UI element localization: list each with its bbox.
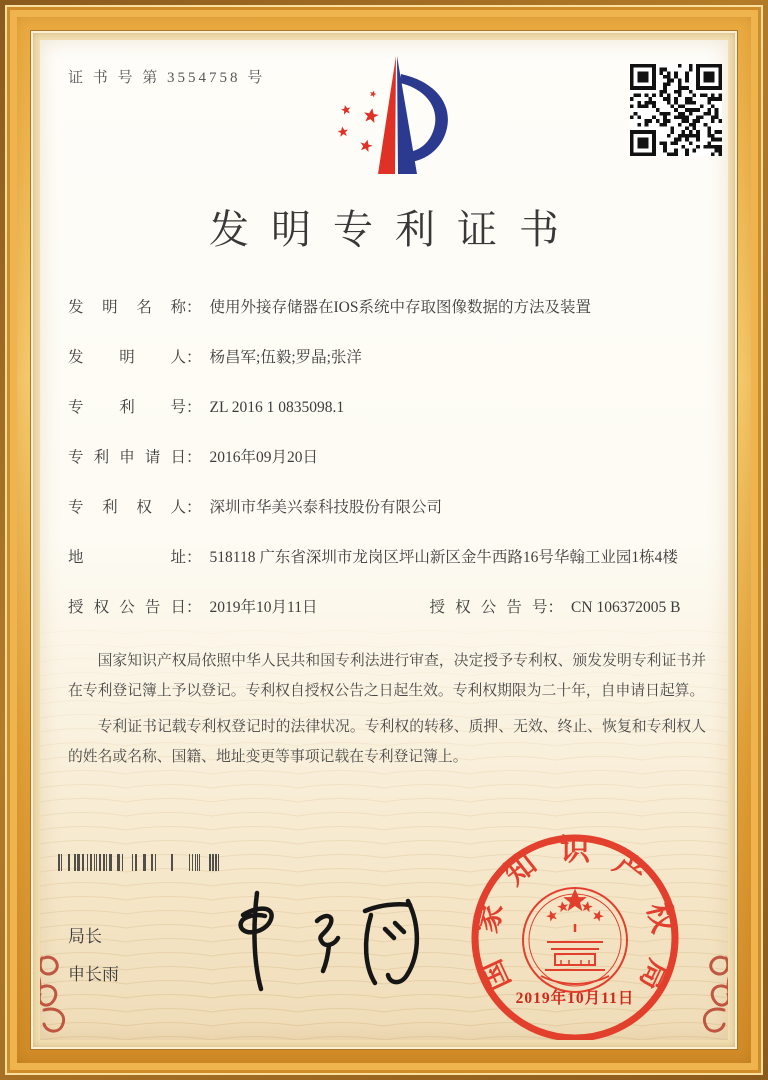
fields-block — [68, 296, 710, 620]
corner-ornament-icon — [40, 948, 80, 1034]
grant-number: 授权公告号 ： CN 106372005 B — [429, 599, 681, 616]
qr-code — [630, 64, 722, 156]
field-label: 专利权人 — [68, 499, 186, 516]
field-address: 地址 ： 518118 广东省深圳市龙岗区坪山新区金牛西路16号华翰工业园1栋4楼 — [68, 546, 710, 570]
certificate-paper — [40, 40, 728, 1040]
legal-paragraph-2: 专利证书记载专利权登记时的法律状况。专利权的转移、质押、无效、终止、恢复和专利权人的姓名或名称、国籍、地址变更等事项记载在专利登记簿上。 — [68, 719, 706, 765]
seal-date: 2019年10月11日 — [515, 990, 635, 1007]
field-value: ZL 2016 1 0835098.1 — [209, 399, 345, 416]
signer-name: 申长雨 — [68, 965, 119, 984]
svg-text:产: 产 — [607, 847, 652, 892]
svg-text:局: 局 — [632, 954, 676, 996]
barcode — [54, 854, 222, 871]
certificate-number: 证 书 号 第 3554758 号 — [68, 70, 266, 86]
field-label: 发明名称 — [68, 299, 186, 316]
field-value: 2016年09月20日 — [209, 449, 319, 466]
svg-text:国: 国 — [474, 954, 518, 996]
grant-date: 授权公告日 ： 2019年10月11日 — [68, 599, 318, 616]
svg-text:权: 权 — [640, 899, 680, 937]
certificate-title: 发明专利证书 — [209, 207, 581, 252]
field-label: 专利号 — [68, 399, 186, 416]
field-invention-name: 发明名称 ： 使用外接存储器在IOS系统中存取图像数据的方法及装置 — [68, 296, 710, 320]
cnipa-logo-icon — [316, 52, 466, 182]
svg-text:家: 家 — [470, 899, 510, 937]
official-seal — [465, 828, 685, 1040]
field-label: 地址 — [68, 549, 186, 566]
legal-paragraph-1: 国家知识产权局依照中华人民共和国专利法进行审查，决定授予专利权、颁发发明专利证书并在专利登记簿上予以登记。专利权自授权公告之日起生效。专利权期限为二十年，自申请日起算。 — [68, 653, 706, 699]
field-patentee: 专利权人 ： 深圳市华美兴泰科技股份有限公司 — [68, 496, 710, 520]
field-patent-number: 专利号 ： ZL 2016 1 0835098.1 — [68, 396, 710, 420]
field-label: 发明人 — [68, 349, 186, 366]
national-emblem — [523, 888, 627, 992]
field-inventors: 发明人 ： 杨昌军;伍毅;罗晶;张洋 — [68, 346, 710, 370]
corner-ornament-icon — [688, 948, 728, 1034]
field-label: 专利申请日 — [68, 449, 186, 466]
handwritten-signature — [205, 885, 420, 995]
field-grant-row — [68, 596, 710, 620]
field-value: 518118 广东省深圳市龙岗区坪山新区金牛西路16号华翰工业园1栋4楼 — [209, 549, 678, 566]
signer-title: 局长 — [68, 927, 102, 946]
field-value: 杨昌军;伍毅;罗晶;张洋 — [209, 349, 362, 366]
svg-text:识: 识 — [560, 834, 590, 867]
field-filing-date: 专利申请日 ： 2016年09月20日 — [68, 446, 710, 470]
field-value: 使用外接存储器在IOS系统中存取图像数据的方法及装置 — [209, 299, 591, 316]
legal-text — [68, 646, 706, 778]
field-value: 深圳市华美兴泰科技股份有限公司 — [209, 499, 443, 516]
svg-text:知: 知 — [498, 847, 543, 892]
